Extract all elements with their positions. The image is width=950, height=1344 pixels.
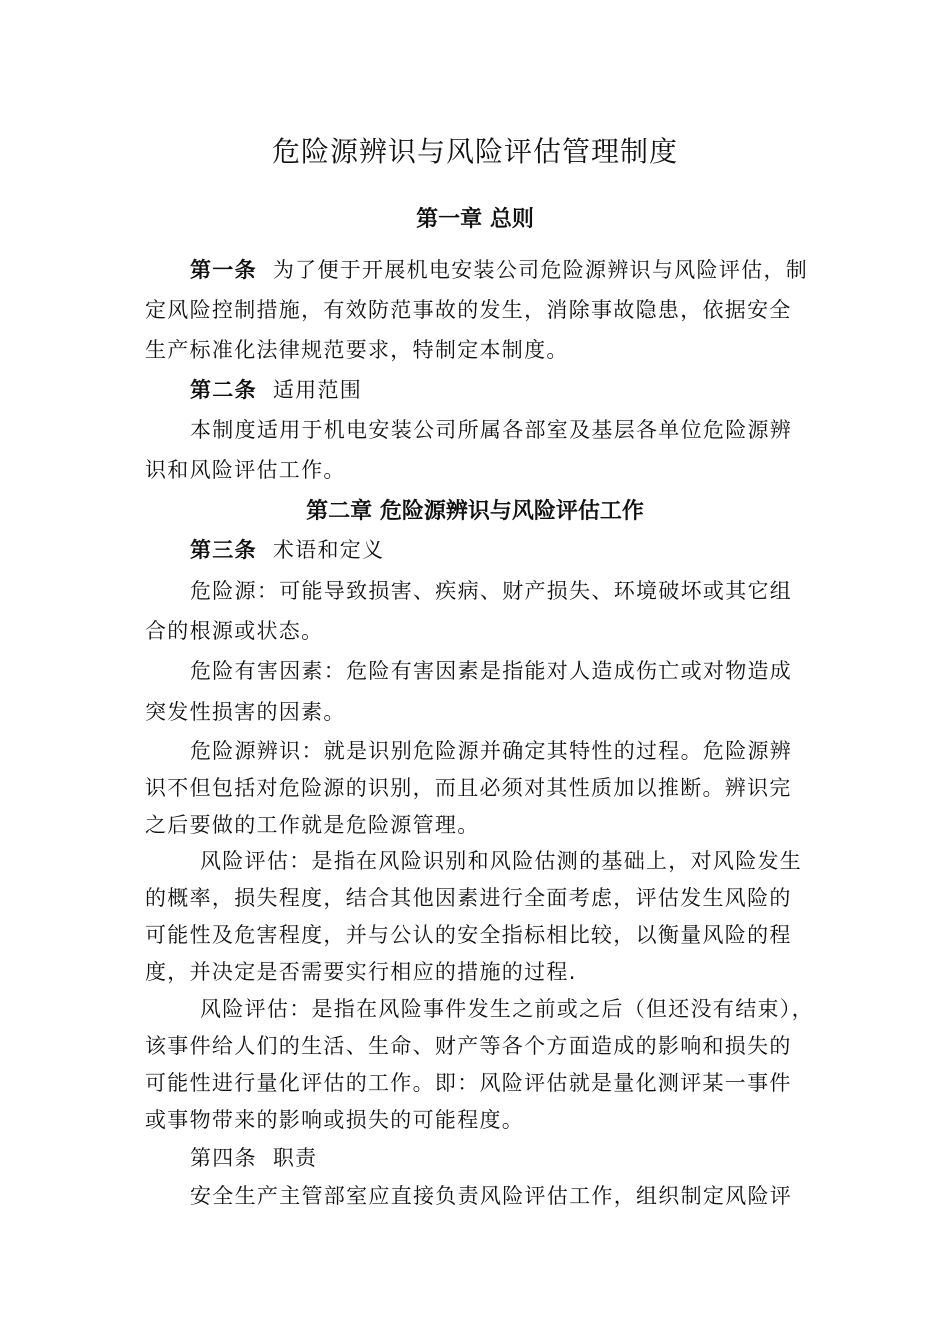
article-2-heading: 第二条 适用范围 (190, 378, 363, 402)
definition-risk-assessment-2-line-2: 该事件给人们的生活、生命、财产等各个方面造成的影响和损失的 (145, 1034, 792, 1058)
definition-risk-assessment-1-line-2: 的概率，损失程度，结合其他因素进行全面考虑，评估发生风险的 (145, 886, 792, 910)
chapter-1-heading: 第一章 总则 (416, 207, 534, 232)
definition-risk-assessment-2-line-3: 可能性进行量化评估的工作。即：风险评估就是量化测评某一事件 (145, 1071, 792, 1095)
definition-hazard-line-2: 合的根源或状态。 (145, 619, 324, 643)
article-3-label: 第三条 (190, 538, 257, 562)
definition-risk-assessment-1-line-1: 风险评估：是指在风险识别和风险估测的基础上，对风险发生 (200, 849, 803, 873)
definition-hazard-line-1: 危险源：可能导致损害、疾病、财产损失、环境破坏或其它组 (190, 579, 793, 603)
definition-risk-assessment-2-line-4: 或事物带来的影响或损失的可能程度。 (145, 1108, 525, 1132)
article-2-line-1: 本制度适用于机电安装公司所属各部室及基层各单位危险源辨 (190, 418, 793, 442)
chapter-2-heading: 第二章 危险源辨识与风险评估工作 (306, 499, 644, 524)
article-4-label: 第四条 (190, 1146, 257, 1170)
definition-risk-assessment-1-line-3: 可能性及危害程度，并与公认的安全指标相比较，以衡量风险的程 (145, 923, 792, 947)
definition-risk-assessment-2-line-1: 风险评估：是指在风险事件发生之前或之后（但还没有结束）， (200, 997, 814, 1021)
definition-hazard-identification-line-3: 之后要做的工作就是危险源管理。 (145, 813, 480, 837)
article-2-line-2: 识和风险评估工作。 (145, 458, 346, 482)
article-4-heading: 第四条 职责 (190, 1146, 318, 1170)
definition-hazard-identification-line-1: 危险源辨识：就是识别危险源并确定其特性的过程。危险源辨 (190, 739, 793, 763)
article-1-label: 第一条 (190, 258, 257, 282)
article-1-line-1: 第一条 为了便于开展机电安装公司危险源辨识与风险评估，制 (190, 258, 809, 282)
document-title: 危险源辨识与风险评估管理制度 (271, 135, 678, 168)
definition-hazard-identification-line-2: 识不但包括对危险源的识别，而且必须对其性质加以推断。辨识完 (145, 776, 792, 800)
article-3-heading: 第三条 术语和定义 (190, 538, 385, 562)
article-4-line-1: 安全生产主管部室应直接负责风险评估工作，组织制定风险评 (190, 1184, 793, 1208)
article-2-label: 第二条 (190, 378, 257, 402)
definition-risk-assessment-1-line-4: 度，并决定是否需要实行相应的措施的过程. (145, 960, 577, 984)
article-1-line-2: 定风险控制措施，有效防范事故的发生，消除事故隐患，依据安全 (145, 298, 792, 322)
article-1-line-3: 生产标准化法律规范要求，特制定本制度。 (145, 338, 569, 362)
definition-harmful-factor-line-2: 突发性损害的因素。 (145, 700, 346, 724)
definition-harmful-factor-line-1: 危险有害因素：危险有害因素是指能对人造成伤亡或对物造成 (190, 659, 793, 683)
